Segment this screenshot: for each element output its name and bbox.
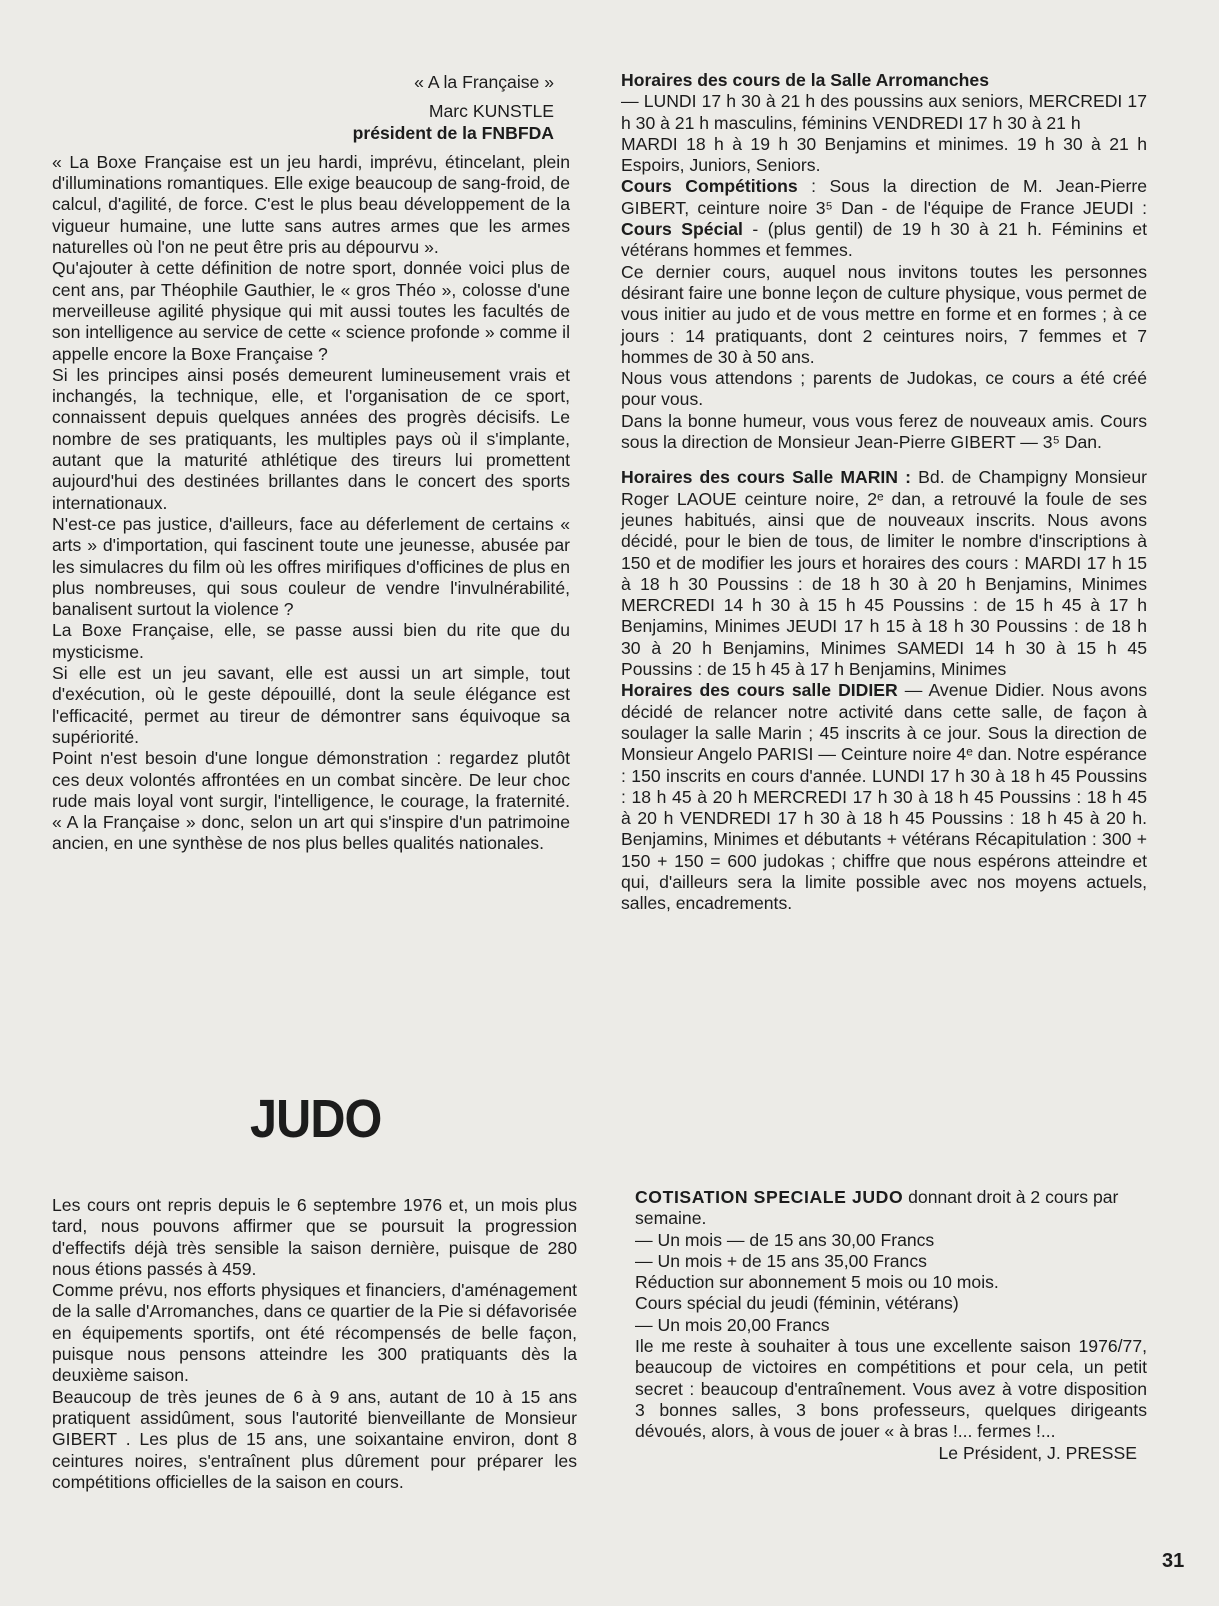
cotisation-line: — Un mois — de 15 ans 30,00 Francs (635, 1229, 935, 1250)
cotisation-line: Réduction sur abonnement 5 mois ou 10 mois. (635, 1272, 999, 1293)
cotisation-closing: Ile me reste à souhaiter à tous une excellente saison 1976/77, beaucoup de victoires en compétitions et pour cela, un petit secret : beaucoup d'entraînement. Vous avez à votre disposition 3 bonnes salles, 3 bons professeurs, quelques dirigeants dévoués, alors, à vous de jouer « à bras !... fermes !... (635, 1336, 1147, 1442)
competitions-text: : Sous la direction de M. Jean-Pierre GIBERT, ceinture noire 3⁵ Dan - de l'équipe de France JEUDI : (621, 176, 1147, 218)
dernier-cours-paragraph: Nous vous attendons ; parents de Judokas, ce cours a été créé pour vous. (621, 368, 1147, 410)
arromanches-heading: Horaires des cours de la Salle Arromanches (621, 70, 989, 90)
horaires-section (621, 70, 1147, 915)
cotisation-line: Cours spécial du jeudi (féminin, vétérans) (635, 1293, 959, 1314)
dernier-cours-paragraph: Ce dernier cours, auquel nous invitons toutes les personnes désirant faire une bonne leçon de culture physique, vous permet de vous initier au judo et de vous mettre en forme et en formes ; à ce jours : 14 pratiquants, dont 2 ceintures noirs, 7 femmes et 7 hommes de 30 à 50 ans. (621, 261, 1147, 367)
article-quote-title: « A la Française » (414, 72, 554, 92)
didier-heading: Horaires des cours salle DIDIER (621, 680, 898, 701)
didier-text: — Avenue Didier. Nous avons décidé de relancer notre activité dans cette salle, de façon à soulager la salle Marin ; 45 inscrits à ce jour. Sous la direction de Monsieur Angelo PARISI — Ceinture noire 4ᵉ dan. Notre espérance : 150 inscrits en cours d'année. LUNDI 17 h 30 à 18 h 45 Poussins : 18 h 45 à 20 h MERCREDI 17 h 30 à 18 h 45 Poussins : 18 h 45 à 20 h VENDREDI 17 h 30 à 18 h 45 Poussins : 18 h 45 à 20 h. Benjamins, Minimes et débutants + vétérans Récapitulation : 300 + 150 + 150 = 600 judokas ; chiffre que nous espérons atteindre et qui, d'ailleurs sera la limite possible avec nos moyens actuels, salles, encadrements. (621, 680, 1147, 914)
cotisation-heading: COTISATION SPECIALE JUDO (635, 1187, 904, 1207)
cotisation-line: — Un mois 20,00 Francs (635, 1314, 830, 1335)
article-paragraph: La Boxe Française, elle, se passe aussi bien du rite que du mysticisme. (52, 620, 570, 662)
judo-title: JUDO (250, 1089, 382, 1149)
dernier-cours-paragraph: Dans la bonne humeur, vous vous ferez de nouveaux amis. Cours sous la direction de Monsieur Jean-Pierre GIBERT — 3⁵ Dan. (621, 410, 1147, 453)
special-label: Cours Spécial (621, 219, 743, 240)
competitions-label: Cours Compétitions (621, 176, 798, 197)
cotisation-line: — Un mois + de 15 ans 35,00 Francs (635, 1250, 927, 1271)
article-author-role: président de la FNBFDA (352, 122, 554, 143)
didier-paragraph (621, 680, 1147, 914)
article-paragraph: « La Boxe Française est un jeu hardi, imprévu, étincelant, plein d'illuminations romantiques. Elle exige beaucoup de sang-froid, de calcul, d'agilité, de force. C'est le plus beau développement de la vigueur humaine, une lutte sans autres armes que les armes naturelles où l'on ne peut être pris au dépourvu ». (52, 151, 570, 258)
cotisation-section (635, 1187, 1147, 1464)
judo-paragraph: Comme prévu, nos efforts physiques et financiers, d'aménagement de la salle d'Arromanches, dans ce quartier de la Pie si défavorisée en équipements sportifs, ont été récompensés de belle façon, puisque nous pensons atteindre les 300 pratiquants dès la deuxième saison. (52, 1280, 577, 1386)
arromanches-schedule: — LUNDI 17 h 30 à 21 h des poussins aux seniors, MERCREDI 17 h 30 à 21 h masculins, féminins VENDREDI 17 h 30 à 21 h (621, 91, 1147, 133)
judo-paragraph: Les cours ont repris depuis le 6 septembre 1976 et, un mois plus tard, nous pouvons affirmer que se poursuit la progression d'effectifs déjà très sensible la saison dernière, puisque de 280 nous étions passés à 459. (52, 1195, 577, 1279)
article-paragraph: Qu'ajouter à cette définition de notre sport, donnée voici plus de cent ans, par Théophile Gauthier, le « gros Théo », colosse d'une merveilleuse agilité physique qui mit aussi toutes les facultés de son intelligence au service de cette « science profonde » comme il appelle encore la Boxe Française ? (52, 258, 570, 364)
competitions-paragraph (621, 176, 1147, 261)
article-paragraph: N'est-ce pas justice, d'ailleurs, face au déferlement de certains « arts » d'importation, qui fascinent toute une jeunesse, abusée par les simulacres du film où les offres mirifiques d'officines de plus en plus nombreuses, qui sous couleur de vendre l'invulnérabilité, banalisent surtout la violence ? (52, 513, 570, 620)
article-paragraph: Si les principes ainsi posés demeurent lumineusement vrais et inchangés, la technique, elle, et l'organisation de ce sport, connaissent depuis quelques années des progrès décisifs. Le nombre de ses pratiquants, les multiples pays où il s'implante, autant que la maturité athlétique des tireurs lui promettent aujourd'hui des destinées brillantes dans le concert des sports internationaux. (52, 364, 570, 513)
marin-text: Bd. de Champigny Monsieur Roger LAOUE ceinture noire, 2ᵉ dan, a retrouvé la foule de ses jeunes habitués, ainsi que de nouveaux inscrits. Nous avons décidé, pour le bien de tous, de limiter le nombre d'inscriptions à 150 et de modifier les jours et horaires des cours : MARDI 17 h 15 à 18 h 30 Poussins : de 18 h 30 à 20 h Benjamins, Minimes MERCREDI 14 h 30 à 15 h 45 Poussins : de 15 h 45 à 17 h Benjamins, Minimes JEUDI 17 h 15 à 18 h 30 Poussins : de 18 h 30 à 20 h Benjamins, Minimes SAMEDI 14 h 30 à 15 h 45 Poussins : de 15 h 45 à 17 h Benjamins, Minimes (621, 467, 1147, 680)
marin-paragraph (621, 467, 1147, 680)
judo-paragraph: Beaucoup de très jeunes de 6 à 9 ans, autant de 10 à 15 ans pratiquent assidûment, sous l'autorité bienveillante de Monsieur GIBERT . Les plus de 15 ans, une soixantaine environ, dont 8 ceintures noires, s'entraînent plus dûrement pour préparer les compétitions officielles de la saison en cours. (52, 1386, 577, 1492)
judo-article (52, 1195, 577, 1493)
signature: Le Président, J. PRESSE (938, 1442, 1137, 1463)
spacer (621, 453, 1147, 467)
article-author: Marc KUNSTLE (428, 101, 554, 122)
special-text: - (plus gentil) de 19 h 30 à 21 h. Féminins et vétérans hommes et femmes. (621, 219, 1147, 261)
article-paragraph: Si elle est un jeu savant, elle est aussi un art simple, tout d'exécution, où le geste dépouillé, dont la seule élégance est l'efficacité, permet au tireur de démontrer sans équivoque sa supériorité. (52, 663, 570, 747)
arromanches-schedule-mardi: MARDI 18 h à 19 h 30 Benjamins et minimes. 19 h 30 à 21 h Espoirs, Juniors, Seniors. (621, 133, 1147, 176)
cotisation-heading-rest: donnant droit à 2 cours par semaine. (635, 1187, 1119, 1229)
boxe-article (52, 72, 570, 855)
page-number: 31 (1162, 1550, 1185, 1572)
marin-heading: Horaires des cours Salle MARIN : (621, 467, 912, 488)
article-paragraph: Point n'est besoin d'une longue démonstration : regardez plutôt ces deux volontés affrontées en un combat sincère. De leur choc rude mais loyal vont surgir, l'intelligence, le courage, la fraternité. « A la Française » donc, selon un art qui s'inspire d'un patrimoine ancien, en une synthèse de nos plus belles qualités nationales. (52, 748, 570, 854)
cotisation-heading-line (635, 1187, 1147, 1230)
